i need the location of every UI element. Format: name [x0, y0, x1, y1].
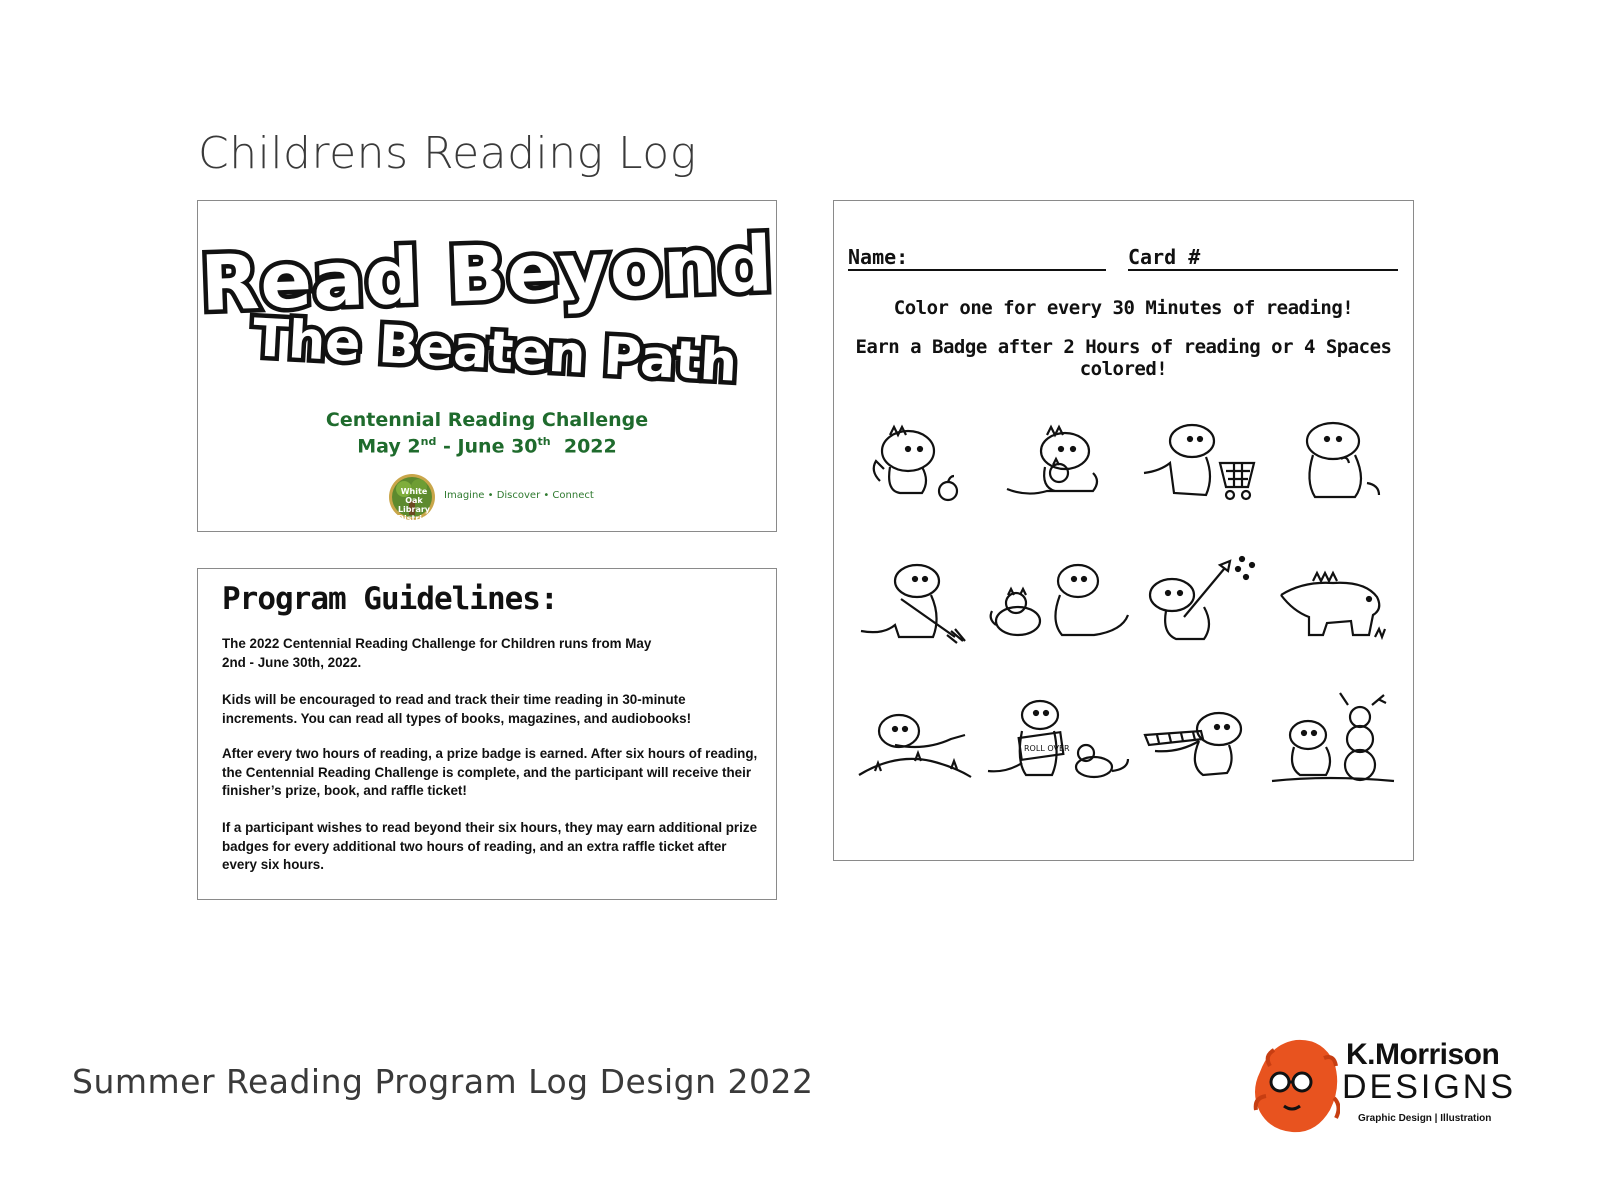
dino-sign-cat-icon[interactable] — [982, 671, 1132, 811]
dino-apple-icon[interactable] — [848, 391, 982, 531]
challenge-title: Centennial Reading Challenge — [325, 409, 649, 431]
brand-logo — [1250, 1036, 1560, 1136]
guideline-paragraph: If a participant wishes to read beyond their six hours, they may earn additional prize badges for every additional two hours of reading, and an extra raffle ticket after every six hours. — [222, 820, 758, 872]
headline-line2: The Beaten Path — [251, 308, 739, 394]
guidelines-card — [197, 568, 777, 900]
headline-line1: Read Beyond — [199, 219, 775, 328]
dino-snowman-icon[interactable] — [1266, 671, 1400, 811]
lion-icon — [1250, 1036, 1340, 1136]
dino-broom-icon[interactable] — [848, 531, 982, 671]
dino-sign-text: ROLL OVER — [1024, 744, 1070, 753]
brand-name: K.Morrison — [1346, 1038, 1500, 1071]
guideline-paragraph: After every two hours of reading, a prize badge is earned. After six hours of reading, the Centennial Reading Challenge is complete, and the participant will receive their finisher’s prize, book, and raffle ticket! — [222, 746, 758, 798]
instruction-minutes: Color one for every 30 Minutes of reading! — [893, 297, 1354, 319]
instruction-badge: Earn a Badge after 2 Hours of reading or 4 Spaces colored! — [855, 336, 1392, 380]
dino-grass-icon[interactable] — [848, 671, 982, 811]
dino-cart-icon[interactable] — [1132, 391, 1266, 531]
library-tagline: Imagine • Discover • Connect — [444, 490, 594, 501]
dino-cat-sit-icon[interactable] — [982, 531, 1132, 671]
page-title: Childrens Reading Log — [198, 128, 697, 179]
dino-walking-icon[interactable] — [1266, 531, 1400, 671]
guideline-paragraph: The 2022 Centennial Reading Challenge for Children runs from May 2nd - June 30th, 2022. — [222, 636, 652, 670]
reading-log-card — [833, 200, 1414, 861]
brand-tagline: Graphic Design | Illustration — [1358, 1113, 1492, 1124]
dino-scarf-icon[interactable] — [1132, 671, 1266, 811]
footer-title: Summer Reading Program Log Design 2022 — [72, 1062, 814, 1101]
cover-card — [197, 200, 777, 532]
dino-coloring-grid — [848, 391, 1400, 811]
dino-cat-hug-icon[interactable] — [982, 391, 1132, 531]
guidelines-heading: Program Guidelines: — [222, 581, 558, 617]
dino-shovel-icon[interactable] — [1132, 531, 1266, 671]
challenge-dates: May 2nd - June 30th 2022 — [357, 435, 617, 458]
name-label: Name: — [848, 245, 909, 269]
brand-designs: DESIGNS — [1342, 1068, 1517, 1106]
dino-thinking-icon[interactable] — [1266, 391, 1400, 531]
library-name: White Oak Library District — [397, 487, 431, 523]
card-label: Card # — [1128, 245, 1201, 269]
name-field[interactable] — [848, 269, 1106, 271]
guideline-paragraph: Kids will be encouraged to read and track their time reading in 30-minute increments. You can read all types of books, magazines, and audiobooks! — [222, 692, 692, 726]
card-number-field[interactable] — [1128, 269, 1398, 271]
